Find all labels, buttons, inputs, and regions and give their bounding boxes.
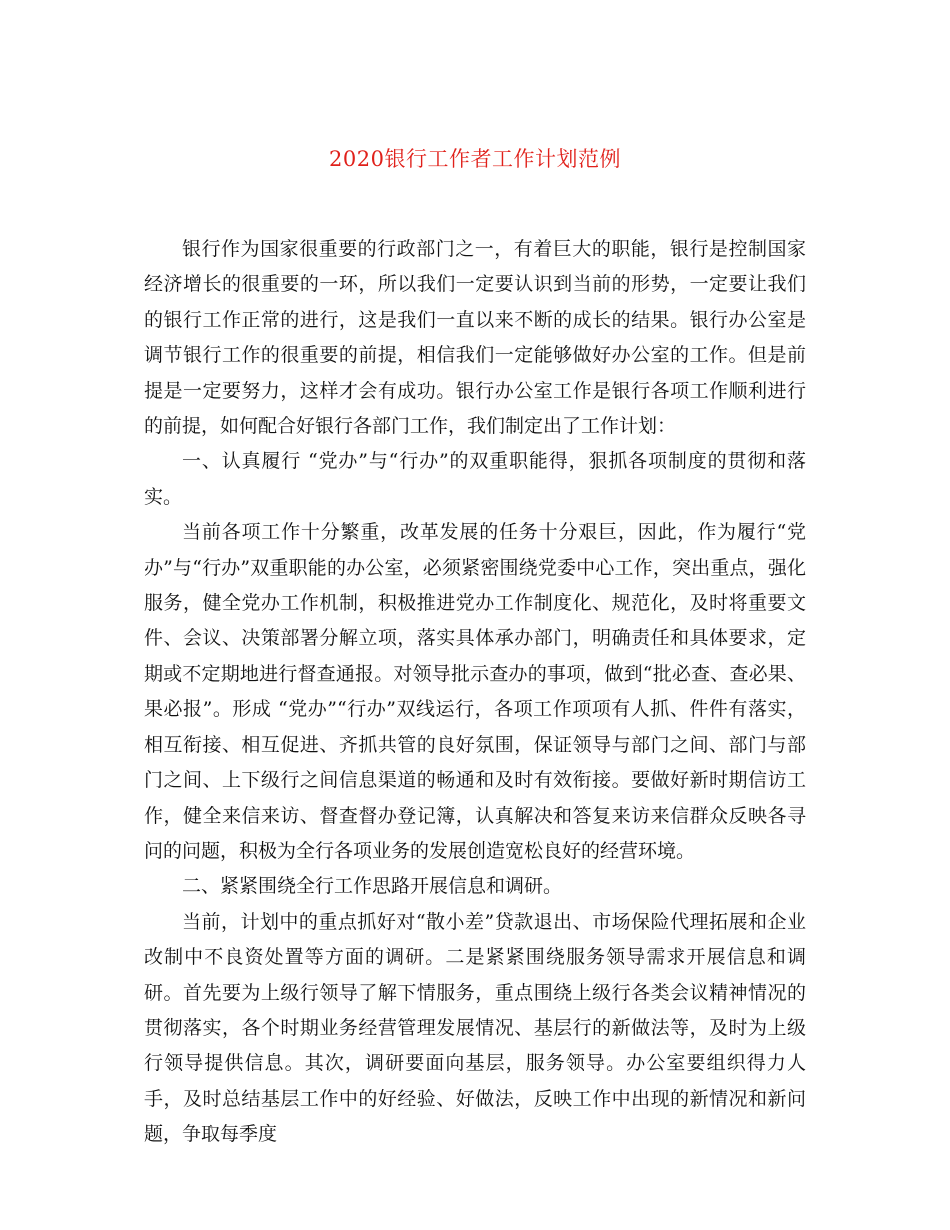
document-body [144,232,806,1153]
heading-section-2: 二、紧紧围绕全行工作思路开展信息和调研。 [182,875,563,898]
heading-section-1: 一、认真履行 “党办”与“行办”的双重职能得，狠抓各项制度的贯彻和落实。 [144,450,806,508]
paragraph-section-1: 当前各项工作十分繁重，改革发展的任务十分艰巨，因此，作为履行“党办”与“行办”双重职能的办公室，必须紧密围绕党委中心工作，突出重点，强化服务，健全党办工作机制，积极推进党办工作制度化、规范化，及时将重要文件、会议、决策部署分解立项，落实具体承办部门，明确责任和具体要求，定期或不定期地进行督查通报。对领导批示查办的事项，做到“批必查、查必果、果必报”。形成 “党办”“行办”双线运行，各项工作项项有人抓、件件有落实，相互衔接、相互促进、齐抓共管的良好氛围，保证领导与部门之间、部门与部门之间、上下级行之间信息渠道的畅通和及时有效衔接。要做好新时期信访工作，健全来信来访、督查督办登记簿，认真解决和答复来访来信群众反映各寻问的问题，积极为全行各项业务的发展创造宽松良好的经营环境。 [144,521,806,862]
paragraph-section-2: 当前，计划中的重点抓好对“散小差”贷款退出、市场保险代理拓展和企业改制中不良资处置等方面的调研。二是紧紧围绕服务领导需求开展信息和调研。首先要为上级行领导了解下情服务，重点围绕上级行各类会议精神情况的贯彻落实，各个时期业务经营管理发展情况、基层行的新做法等，及时为上级行领导提供信息。其次，调研要面向基层，服务领导。办公室要组织得力人手，及时总结基层工作中的好经验、好做法，反映工作中出现的新情况和新问题，争取每季度 [144,910,806,1146]
document-title: 2020银行工作者工作计划范例 [329,147,621,171]
paragraph-intro: 银行作为国家很重要的行政部门之一，有着巨大的职能，银行是控制国家经济增长的很重要的一环，所以我们一定要认识到当前的形势，一定要让我们的银行工作正常的进行，这是我们一直以来不断的成长的结果。银行办公室是调节银行工作的很重要的前提，相信我们一定能够做好办公室的工作。但是前提是一定要努力，这样才会有成功。银行办公室工作是银行各项工作顺利进行的前提，如何配合好银行各部门工作，我们制定出了工作计划： [144,238,806,438]
